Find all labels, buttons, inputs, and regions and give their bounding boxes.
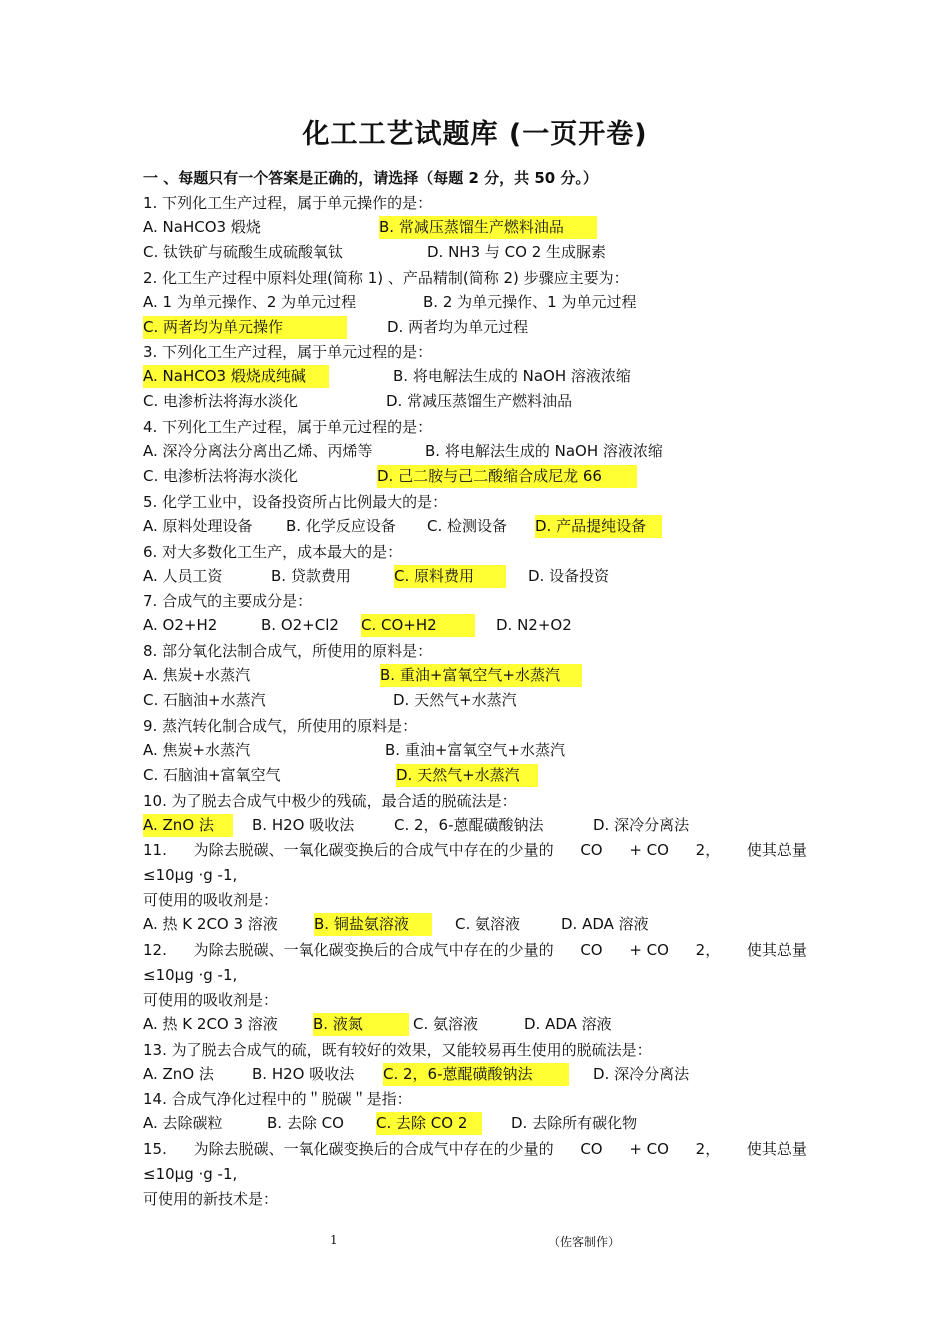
answer-option: C. 氨溶液 <box>413 1014 479 1033</box>
question-line: 可使用的吸收剂是： <box>143 990 279 1009</box>
answer-option: B. 去除 CO <box>267 1114 344 1133</box>
answer-option: B. H2O 吸收法 <box>252 1064 355 1083</box>
question-fragment: 2， <box>695 941 721 959</box>
answer-option: A. 人员工资 <box>143 566 223 585</box>
question-fragment: 12. <box>143 941 167 959</box>
correct-answer-option: A. ZnO 法 <box>143 814 233 837</box>
question-fragment: 2， <box>695 1140 721 1159</box>
answer-option: D. 深冷分离法 <box>593 1064 690 1083</box>
answer-option: A. O2+H2 <box>143 616 218 635</box>
answer-option: C. 石脑油+富氧空气 <box>143 765 281 784</box>
answer-option: B. 将电解法生成的 NaOH 溶液浓缩 <box>393 367 631 386</box>
answer-option: A. 去除碳粒 <box>143 1114 223 1133</box>
question-fragment: + CO <box>629 1140 669 1159</box>
question-fragment: + CO <box>629 941 669 959</box>
correct-answer-option: D. 己二胺与己二酸缩合成尼龙 66 <box>377 465 637 488</box>
correct-answer-option: C. 2，6-蒽醌磺酸钠法 <box>383 1063 569 1086</box>
question-fragment: CO <box>580 841 603 860</box>
question-line: 5. 化学工业中，设备投资所占比例最大的是： <box>143 492 448 511</box>
question-line: 13. 为了脱去合成气的硫，既有较好的效果，又能较易再生使用的脱硫法是： <box>143 1040 652 1059</box>
answer-option: A. NaHCO3 煅烧 <box>143 217 261 236</box>
question-line: 14. 合成气净化过程中的＂脱碳＂是指： <box>143 1090 412 1109</box>
answer-option: B. H2O 吸收法 <box>252 815 355 834</box>
answer-option: D. 去除所有碳化物 <box>511 1114 638 1133</box>
answer-option: A. 焦炭+水蒸汽 <box>143 740 251 759</box>
answer-option: C. 2，6-蒽醌磺酸钠法 <box>394 815 544 834</box>
question-line: 6. 对大多数化工生产，成本最大的是： <box>143 542 403 561</box>
correct-answer-option: B. 重油+富氧空气+水蒸汽 <box>380 664 582 687</box>
answer-option: D. ADA 溶液 <box>524 1014 612 1033</box>
answer-option: D. 常减压蒸馏生产燃料油品 <box>386 392 573 411</box>
answer-option: C. 氨溶液 <box>455 915 521 934</box>
answer-option: D. 深冷分离法 <box>593 815 690 834</box>
question-fragment: 为除去脱碳、一氧化碳变换后的合成气中存在的少量的 <box>193 1140 554 1159</box>
answer-option: B. 化学反应设备 <box>286 516 396 535</box>
answer-option: D. 天然气+水蒸汽 <box>393 691 517 709</box>
answer-option: A. 深冷分离法分离出乙烯、丙烯等 <box>143 442 373 460</box>
correct-answer-option: D. 产品提纯设备 <box>535 515 662 538</box>
question-line: ≤10μg ·g -1, <box>143 866 238 885</box>
question-fragment: 为除去脱碳、一氧化碳变换后的合成气中存在的少量的 <box>193 841 554 860</box>
question-fragment: 15. <box>143 1140 167 1159</box>
page-number: 1 <box>330 1233 338 1247</box>
question-fragment: 为除去脱碳、一氧化碳变换后的合成气中存在的少量的 <box>193 941 554 959</box>
correct-answer-option: C. 原料费用 <box>394 565 506 588</box>
question-line: ≤10μg ·g -1, <box>143 965 238 984</box>
answer-option: A. 热 K 2CO 3 溶液 <box>143 1014 278 1033</box>
answer-option: B. 贷款费用 <box>271 566 351 585</box>
answer-option: B. 将电解法生成的 NaOH 溶液浓缩 <box>425 442 663 460</box>
answer-option: D. N2+O2 <box>496 616 572 635</box>
answer-option: A. 焦炭+水蒸汽 <box>143 666 251 685</box>
correct-answer-option: C. 两者均为单元操作 <box>143 316 347 339</box>
question-fragment: 11. <box>143 841 167 860</box>
answer-option: C. 电渗析法将海水淡化 <box>143 392 299 411</box>
correct-answer-option: C. 去除 CO 2 <box>376 1112 482 1135</box>
question-fragment: 2， <box>695 841 721 860</box>
correct-answer-option: B. 铜盐氨溶液 <box>314 913 432 936</box>
question-line: 8. 部分氧化法制合成气，所使用的原料是： <box>143 642 433 661</box>
correct-answer-option: B. 液氮 <box>313 1013 409 1036</box>
question-line: 2. 化工生产过程中原料处理(简称 1) 、产品精制(简称 2) 步骤应主要为： <box>143 268 629 287</box>
question-line-justified <box>143 838 807 863</box>
question-line: ≤10μg ·g -1, <box>143 1165 238 1184</box>
answer-option: C. 电渗析法将海水淡化 <box>143 466 299 485</box>
question-line-justified <box>143 1137 807 1162</box>
answer-option: A. 原料处理设备 <box>143 516 253 535</box>
question-fragment: CO <box>580 941 603 959</box>
question-line-justified <box>143 938 807 963</box>
answer-option: D. ADA 溶液 <box>561 915 649 934</box>
question-line: 3. 下列化工生产过程，属于单元过程的是： <box>143 343 433 362</box>
question-line: 10. 为了脱去合成气中极少的残硫，最合适的脱硫法是： <box>143 791 517 810</box>
question-fragment: CO <box>580 1140 603 1159</box>
answer-option: D. 两者均为单元过程 <box>387 317 529 336</box>
question-fragment: 使其总量 <box>746 941 807 959</box>
question-fragment: 使其总量 <box>746 1140 807 1159</box>
answer-option: D. 设备投资 <box>528 566 610 585</box>
footer-note: （佐客制作） <box>548 1235 621 1249</box>
section-heading: 一 、每题只有一个答案是正确的，请选择（每题 2 分，共 50 分。） <box>143 169 598 187</box>
question-line: 可使用的吸收剂是： <box>143 891 279 910</box>
question-fragment: + CO <box>629 841 669 860</box>
page-title: 化工工艺试题库 (一页开卷) <box>302 119 648 150</box>
answer-option: B. 2 为单元操作、1 为单元过程 <box>423 292 637 311</box>
question-line: 1. 下列化工生产过程，属于单元操作的是： <box>143 194 433 212</box>
answer-option: B. 重油+富氧空气+水蒸汽 <box>385 740 565 759</box>
answer-option: C. 检测设备 <box>427 516 508 535</box>
answer-option: A. 热 K 2CO 3 溶液 <box>143 915 278 934</box>
answer-option: C. 钛铁矿与硫酸生成硫酸氧钛 <box>143 242 344 261</box>
question-line: 7. 合成气的主要成分是： <box>143 592 313 611</box>
question-fragment: 使其总量 <box>746 841 807 860</box>
answer-option: D. NH3 与 CO 2 生成脲素 <box>427 242 607 261</box>
correct-answer-option: B. 常减压蒸馏生产燃料油品 <box>379 216 597 239</box>
answer-option: A. ZnO 法 <box>143 1064 214 1083</box>
answer-option: B. O2+Cl2 <box>261 616 339 635</box>
correct-answer-option: A. NaHCO3 煅烧成纯碱 <box>143 365 329 388</box>
correct-answer-option: D. 天然气+水蒸汽 <box>396 764 538 787</box>
correct-answer-option: C. CO+H2 <box>361 614 475 637</box>
question-line: 4. 下列化工生产过程，属于单元过程的是： <box>143 418 433 437</box>
question-line: 可使用的新技术是： <box>143 1190 279 1208</box>
question-line: 9. 蒸汽转化制合成气，所使用的原料是： <box>143 716 418 735</box>
answer-option: C. 石脑油+水蒸汽 <box>143 691 266 709</box>
answer-option: A. 1 为单元操作、2 为单元过程 <box>143 292 357 311</box>
